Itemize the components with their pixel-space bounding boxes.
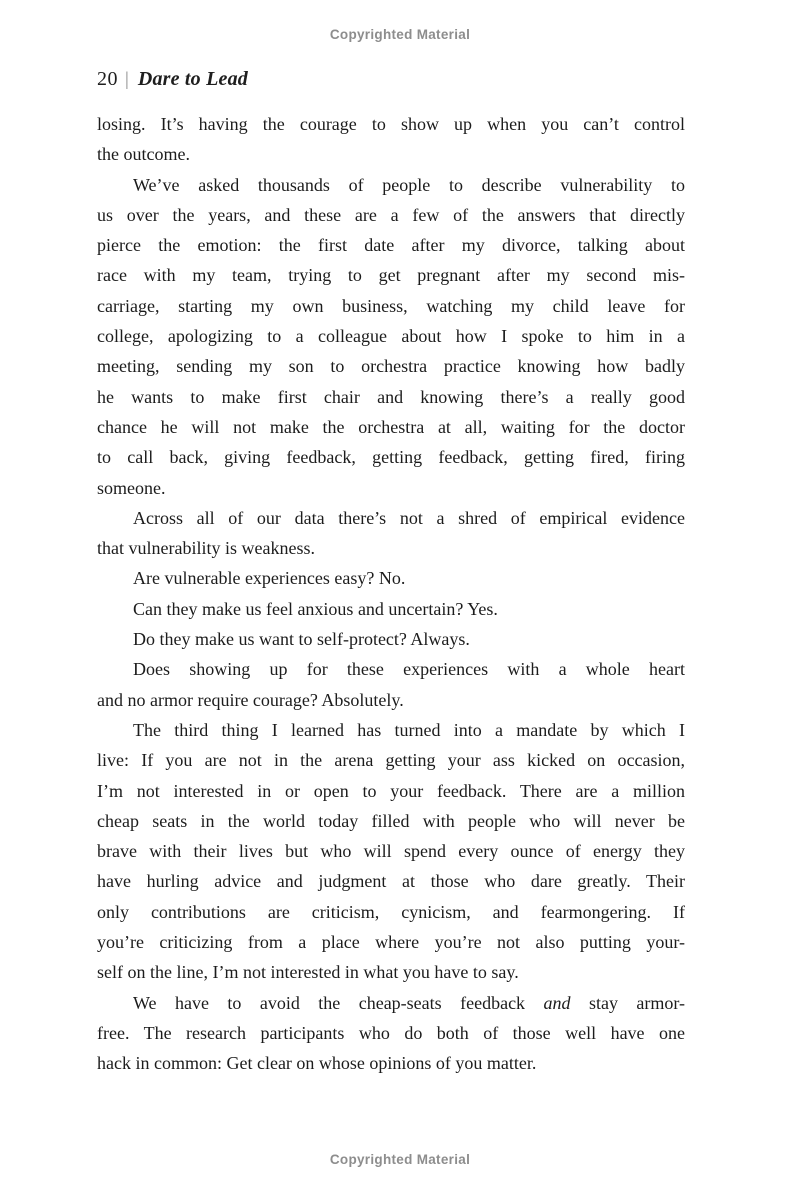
text-line: We have to avoid the cheap-seats feedback and stay armor- <box>133 992 685 1013</box>
text-line: you’re criticizing from a place where you’re not also putting your- <box>97 932 685 953</box>
text-line: have hurling advice and judgment at those who dare greatly. Their <box>97 871 685 892</box>
header-divider: | <box>125 69 129 90</box>
text-line: that vulnerability is weakness. <box>97 538 315 559</box>
text-line: and no armor require courage? Absolutely. <box>97 689 404 710</box>
paragraph <box>97 109 685 170</box>
text-line: live: If you are not in the arena getting your ass kicked on occasion, <box>97 750 685 771</box>
text-line: carriage, starting my own business, watching my child leave for <box>97 295 685 316</box>
text-line: the outcome. <box>97 144 190 165</box>
text-line: brave with their lives but who will spend every ounce of energy they <box>97 841 685 862</box>
text-line: hack in common: Get clear on whose opinions of you matter. <box>97 1053 537 1074</box>
text-line: The third thing I learned has turned into a mandate by which I <box>133 719 685 740</box>
text-line: Does showing up for these experiences with a whole heart <box>133 659 685 680</box>
book-title: Dare to Lead <box>137 68 248 90</box>
text-line: Can they make us feel anxious and uncertain? Yes. <box>133 598 498 619</box>
text-line: someone. <box>97 477 166 498</box>
text-line: self on the line, I’m not interested in what you have to say. <box>97 962 519 983</box>
text-line: race with my team, trying to get pregnant after my second mis- <box>97 265 685 286</box>
text-line: free. The research participants who do both of those well have one <box>97 1022 685 1043</box>
text-line: losing. It’s having the courage to show up when you can’t control <box>97 114 685 134</box>
text-line: he wants to make first chair and knowing there’s a really good <box>97 386 685 407</box>
text-line: only contributions are criticism, cynicism, and fearmongering. If <box>97 901 685 922</box>
paragraph <box>97 988 685 1079</box>
text-line: Do they make us want to self-protect? Always. <box>133 629 470 650</box>
paragraph <box>97 654 685 715</box>
page-header <box>97 68 248 91</box>
text-line: We’ve asked thousands of people to describe vulnerability to <box>133 174 685 195</box>
copyright-watermark-bottom: Copyrighted Material <box>329 1152 471 1167</box>
paragraph <box>97 503 685 564</box>
text-line: chance he will not make the orchestra at all, waiting for the doctor <box>97 416 685 437</box>
copyright-watermark-top: Copyrighted Material <box>329 27 471 42</box>
italic-text: and <box>543 992 571 1013</box>
text-line: Are vulnerable experiences easy? No. <box>133 568 406 589</box>
text-line: Across all of our data there’s not a shred of empirical evidence <box>133 507 685 528</box>
body-text <box>97 109 685 1079</box>
text-line: college, apologizing to a colleague about how I spoke to him in a <box>97 326 685 347</box>
text-line: us over the years, and these are a few of the answers that directly <box>97 204 685 225</box>
paragraph <box>97 170 685 503</box>
paragraph <box>97 624 685 654</box>
text-line: pierce the emotion: the first date after my divorce, talking about <box>97 235 685 256</box>
text-line: to call back, giving feedback, getting feedback, getting fired, firing <box>97 447 685 468</box>
text-line: cheap seats in the world today filled with people who will never be <box>97 810 685 831</box>
text-line: I’m not interested in or open to your feedback. There are a million <box>97 780 685 801</box>
paragraph <box>97 594 685 624</box>
paragraph <box>97 715 685 988</box>
text-line: meeting, sending my son to orchestra practice knowing how badly <box>97 356 685 377</box>
page-number: 20 <box>97 68 118 90</box>
paragraph <box>97 563 685 593</box>
